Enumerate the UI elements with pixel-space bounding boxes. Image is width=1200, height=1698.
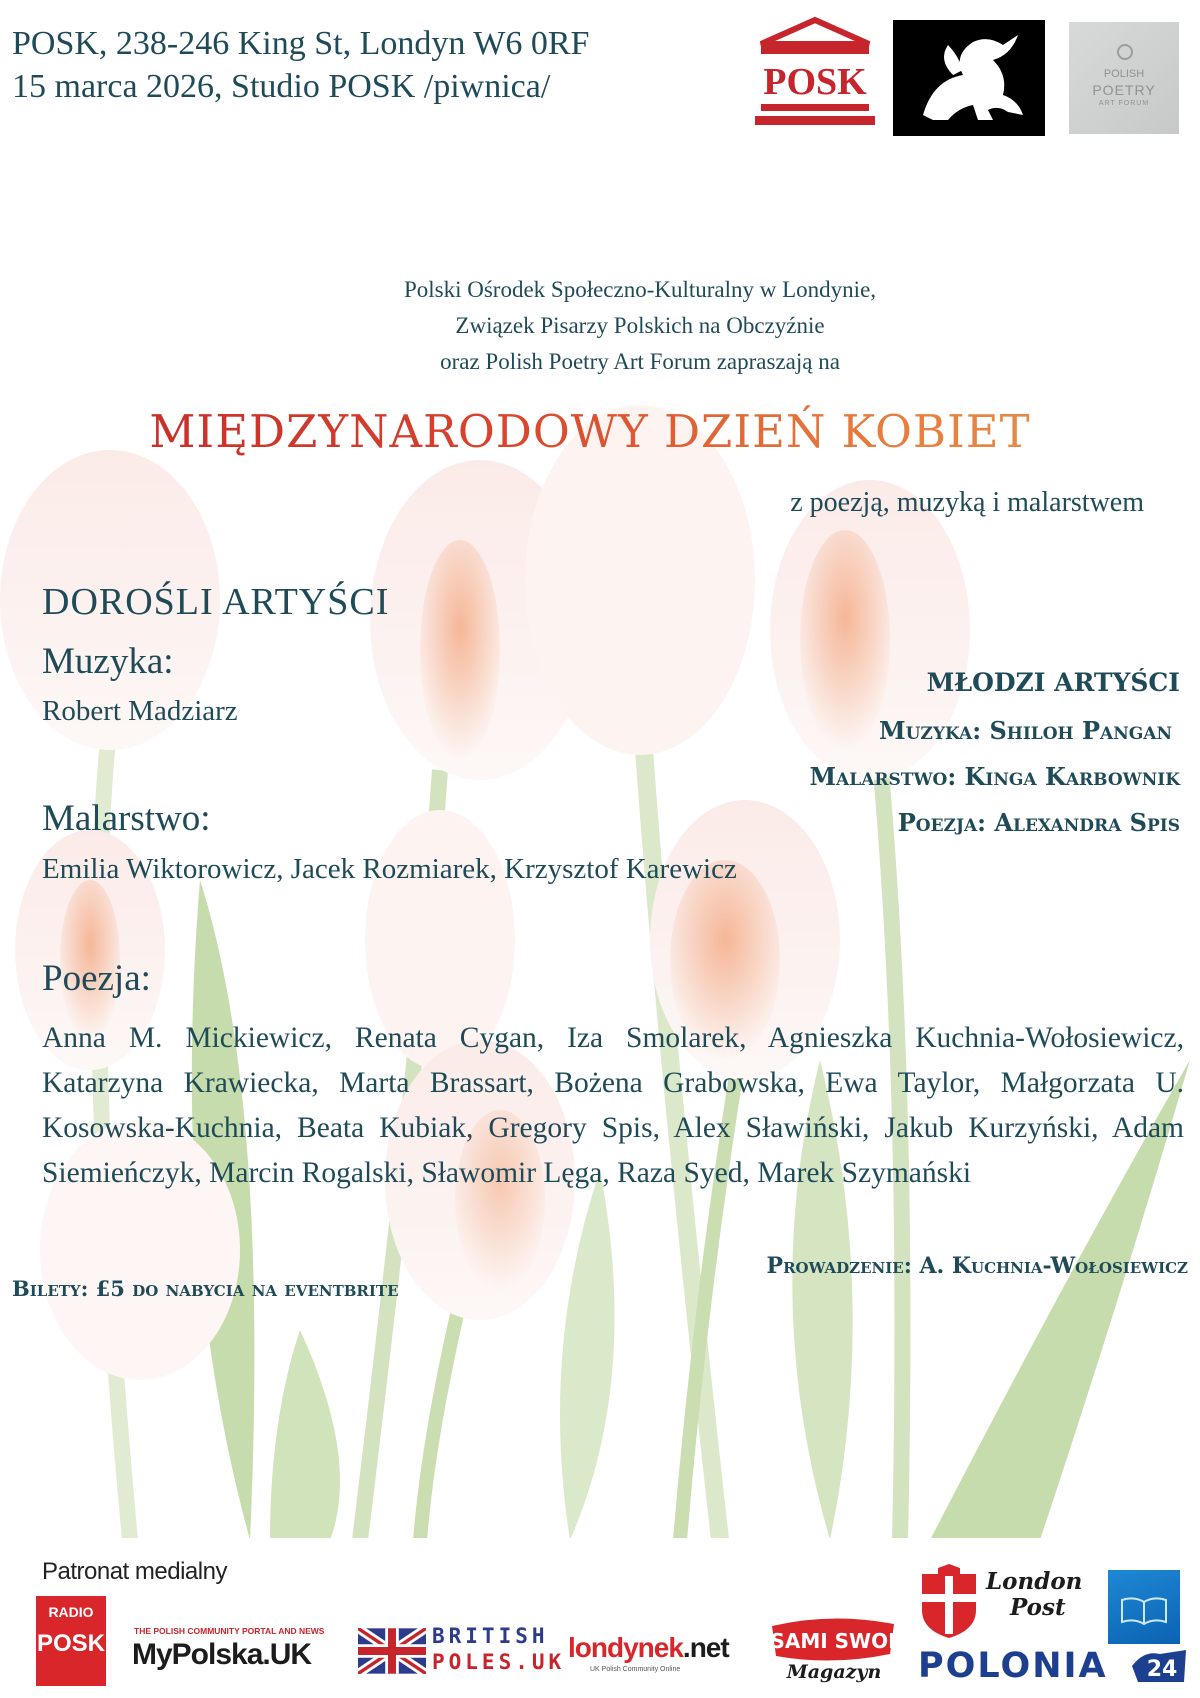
polonia-24-logo [918, 1646, 1190, 1690]
ppaf-line-1: POLISH [1103, 68, 1145, 80]
young-artists-title: MŁODZI ARTYŚCI [926, 668, 1180, 697]
radio-posk-line-2: POSK [36, 1630, 105, 1657]
mypolska-logo [132, 1626, 347, 1680]
young-poetry: Poezja: Alexandra Spis [897, 808, 1180, 837]
ppaf-line-3: ART FORUM [1098, 100, 1150, 107]
organizers-intro [190, 272, 1090, 380]
sami-swoi-title: SAMI SWOI [770, 1629, 896, 1653]
painting-artists: Emilia Wiktorowicz, Jacek Rozmiarek, Krzysztof Karewicz [42, 853, 737, 885]
young-music: Muzyka: Shiloh Pangan [879, 716, 1172, 745]
venue-block [12, 22, 589, 108]
british-poles-logo [358, 1622, 566, 1680]
mypolska-wordmark: MyPolska.UK [132, 1638, 312, 1671]
event-headline: MIĘDZYNARODOWY DZIEŃ KOBIET [60, 405, 1120, 458]
ppaf-ring-icon [1117, 44, 1133, 60]
venue-address: POSK, 238-246 King St, Londyn W6 0RF [12, 25, 590, 62]
intro-line-1: Polski Ośrodek Społeczno-Kulturalny w Londynie, [403, 277, 877, 302]
painting-label: Malarstwo: [42, 798, 211, 839]
british-poles-line-2: POLES.UK [432, 1650, 566, 1674]
london-post-logo [918, 1564, 1083, 1640]
event-date-location: 15 marca 2026, Studio POSK /piwnica/ [12, 68, 551, 105]
union-jack-icon [358, 1628, 426, 1674]
book-logo-blue [1108, 1570, 1180, 1644]
griffin-logo [893, 20, 1045, 136]
host-credit: Prowadzenie: A. Kuchnia-Wołosiewicz [766, 1253, 1188, 1279]
ticket-info: Bilety: £5 do nabycia na eventbrite [12, 1276, 399, 1301]
polish-poetry-art-forum-logo [1069, 22, 1179, 134]
londynek-tagline: UK Polish Community Online [590, 1666, 681, 1673]
svg-text:POSK: POSK [763, 61, 867, 103]
posk-logo [755, 16, 875, 134]
adult-artists-title: DOROŚLI ARTYŚCI [42, 581, 390, 623]
event-subheadline: z poezją, muzyką i malarstwem [790, 487, 1144, 518]
london-post-line-2: Post [1010, 1594, 1066, 1621]
intro-line-2: Związek Pisarzy Polskich na Obczyźnie [455, 313, 825, 338]
polonia-wordmark: POLONIA [918, 1646, 1108, 1686]
londynek-word: londynek [568, 1632, 683, 1663]
sami-swoi-logo [762, 1612, 904, 1684]
londynek-tld: .net [682, 1632, 729, 1663]
poetry-artists: Anna M. Mickiewicz, Renata Cygan, Iza Smolarek, Agnieszka Kuchnia-Wołosiewicz, Katarzyna Krawiecka, Marta Brassart, Bożena Grabowska, Ewa Taylor, Małgorzata U. Kosowska-Kuchnia, Beata Kubiak, Gregory Spis, Alex Sławiński, Jakub Kurzyński, Adam Siemieńczyk, Marcin Rogalski, Sławomir Lęga, Raza Syed, Marek Szymański [42, 1022, 1184, 1189]
intro-line-3: oraz Polish Poetry Art Forum zapraszają na [440, 349, 840, 374]
radio-posk-line-1: RADIO [48, 1604, 94, 1620]
mypolska-tagline: THE POLISH COMMUNITY PORTAL AND NEWS [134, 1626, 325, 1636]
london-post-line-1: London [986, 1568, 1083, 1595]
polonia-24-number: 24 [1146, 1657, 1178, 1682]
london-post-shield-icon [918, 1564, 980, 1638]
londynek-logo [568, 1632, 740, 1680]
ppaf-line-2: POETRY [1092, 82, 1156, 98]
sami-swoi-subtitle: Magazyn [786, 1661, 882, 1683]
music-artists: Robert Madziarz [42, 695, 238, 727]
young-painting: Malarstwo: Kinga Karbownik [809, 762, 1180, 791]
poetry-label: Poezja: [42, 958, 151, 999]
british-poles-line-1: BRITISH [432, 1624, 549, 1648]
media-patrons-label: Patronat medialny [42, 1558, 227, 1585]
londynek-wordmark [568, 1632, 729, 1664]
radio-posk-logo [36, 1596, 106, 1686]
music-label: Muzyka: [42, 641, 174, 682]
polonia-24-badge [1130, 1648, 1188, 1684]
open-book-icon [1108, 1570, 1180, 1644]
